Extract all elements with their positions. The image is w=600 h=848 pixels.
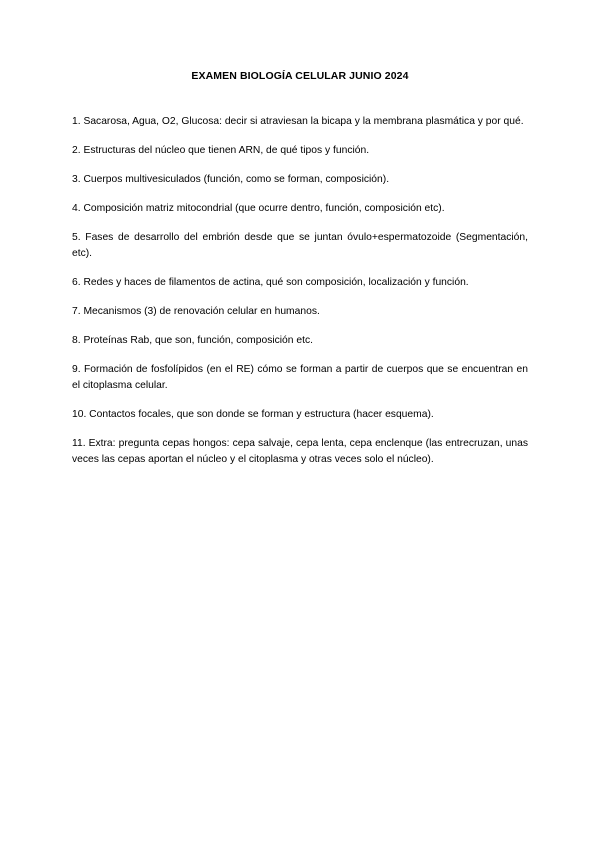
question-item: 5. Fases de desarrollo del embrión desde que se juntan óvulo+espermatozoide (Segmentación, etc). <box>72 232 528 259</box>
page-title: EXAMEN BIOLOGÍA CELULAR JUNIO 2024 <box>191 70 409 82</box>
question-item: 4. Composición matriz mitocondrial (que ocurre dentro, función, composición etc). <box>72 203 445 214</box>
question-item: 6. Redes y haces de filamentos de actina, qué son composición, localización y función. <box>72 277 469 288</box>
question-list <box>72 114 528 481</box>
question-item: 11. Extra: pregunta cepas hongos: cepa salvaje, cepa lenta, cepa enclenque (las entrecruzan, unas veces las cepas aportan el núcleo y el citoplasma y otras veces solo el núcleo). <box>72 438 528 465</box>
question-item: 1. Sacarosa, Agua, O2, Glucosa: decir si atraviesan la bicapa y la membrana plasmática y por qué. <box>72 116 524 127</box>
question-item: 2. Estructuras del núcleo que tienen ARN, de qué tipos y función. <box>72 145 370 156</box>
question-item: 9. Formación de fosfolípidos (en el RE) cómo se forman a partir de cuerpos que se encuentran en el citoplasma celular. <box>72 364 528 391</box>
question-item: 8. Proteínas Rab, que son, función, composición etc. <box>72 335 313 346</box>
question-item: 10. Contactos focales, que son donde se forman y estructura (hacer esquema). <box>72 409 434 420</box>
question-item: 3. Cuerpos multivesiculados (función, como se forman, composición). <box>72 174 390 185</box>
question-item: 7. Mecanismos (3) de renovación celular en humanos. <box>72 306 320 317</box>
